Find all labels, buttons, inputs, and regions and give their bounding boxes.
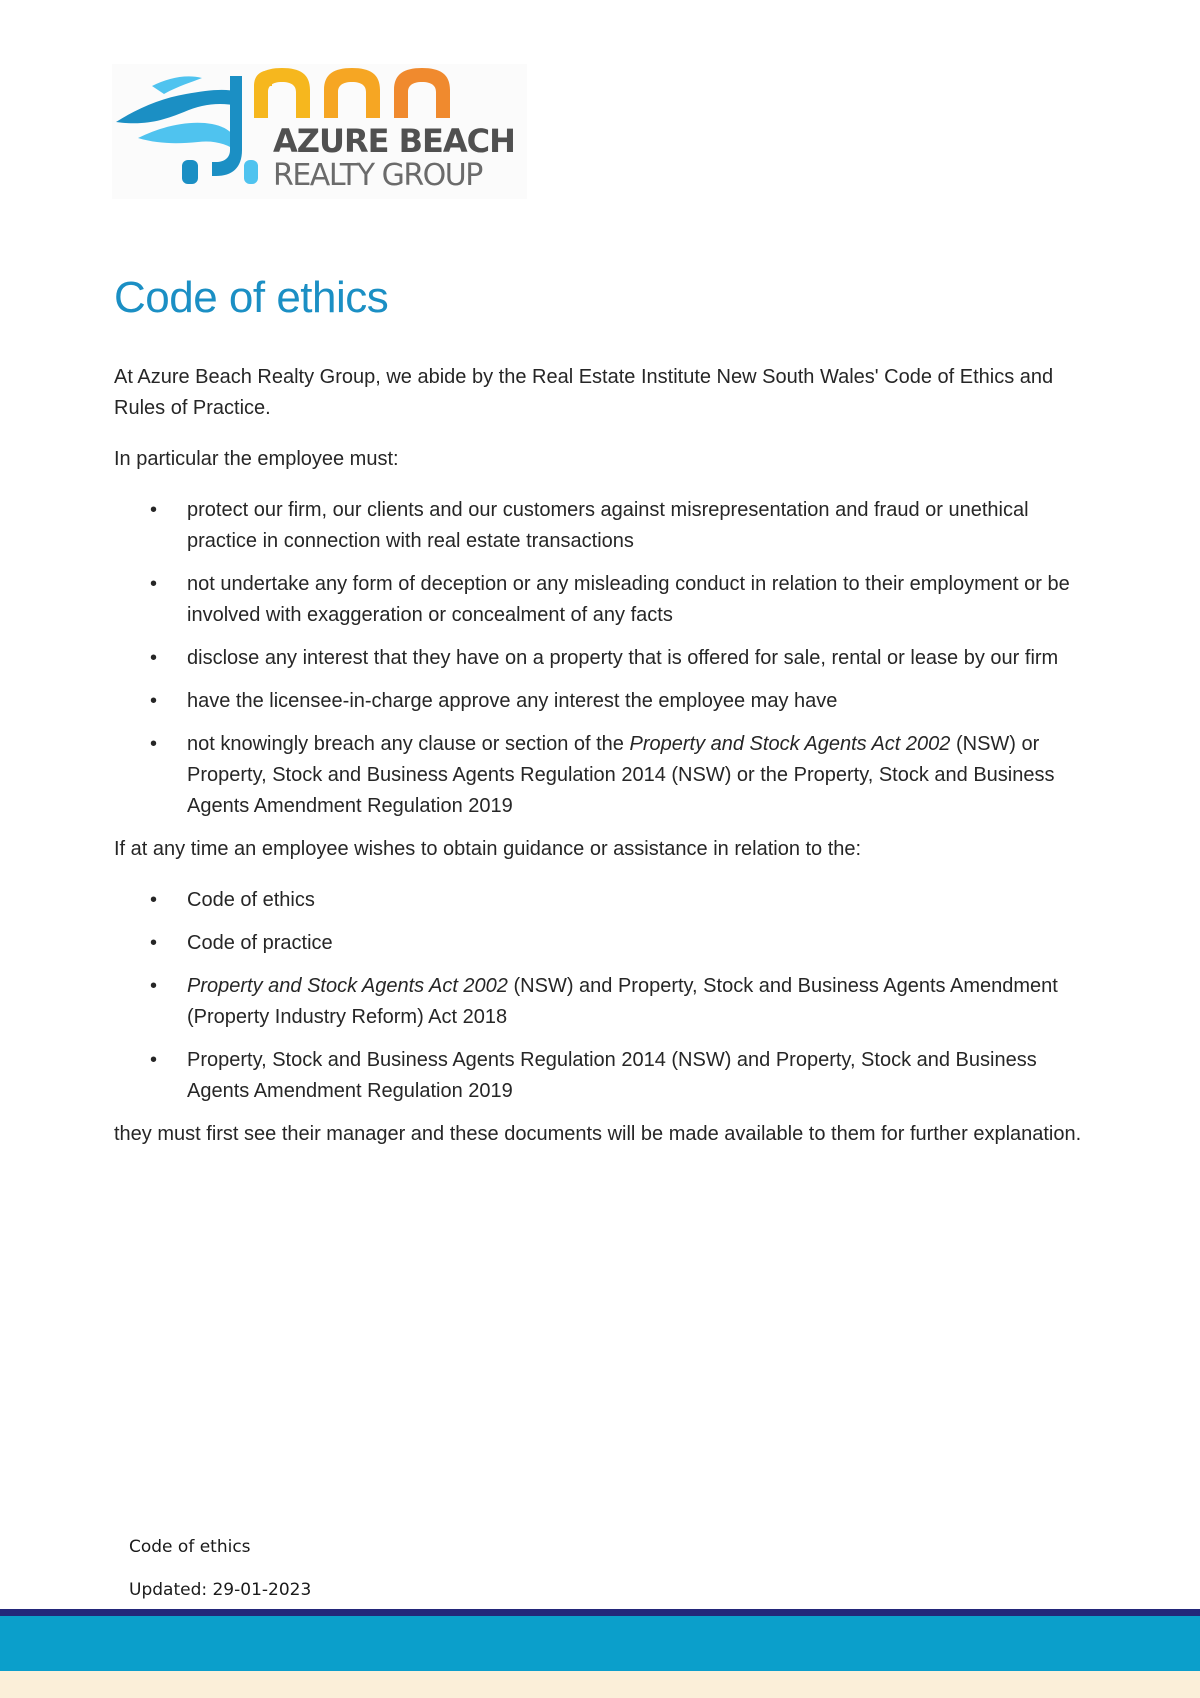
list-item: • disclose any interest that they have on a property that is offered for sale, rental or lease by our firm <box>114 643 1094 674</box>
list-item: • not knowingly breach any clause or section of the Property and Stock Agents Act 2002 (NSW) or Property, Stock and Business Agents Regulation 2014 (NSW) or the Property, Stock and Business Agents Amendment Regulation 2019 <box>114 729 1094 822</box>
list-item: • Code of practice <box>114 928 1094 959</box>
bullet-icon: • <box>150 573 158 595</box>
document-title: Code of ethics <box>114 273 389 322</box>
guidance-lead: If at any time an employee wishes to obtain guidance or assistance in relation to the: <box>114 838 862 860</box>
guidance-list <box>114 885 1094 1107</box>
document-body <box>114 362 1094 1170</box>
logo-wordmark-line2: REALTY GROUP <box>273 158 482 193</box>
closing-paragraph: they must first see their manager and these documents will be made available to them for further explanation. <box>114 1123 1082 1145</box>
list-item: • Property, Stock and Business Agents Regulation 2014 (NSW) and Property, Stock and Business Agents Amendment Regulation 2019 <box>114 1045 1094 1107</box>
footer-document-name: Code of ethics <box>129 1537 251 1557</box>
list-item: • Property and Stock Agents Act 2002 (NSW) and Property, Stock and Business Agents Amendment (Property Industry Reform) Act 2018 <box>114 971 1094 1033</box>
footer-band-sand <box>0 1671 1200 1698</box>
bullet-icon: • <box>150 499 158 521</box>
bullet-icon: • <box>150 889 158 911</box>
act-title: Property and Stock Agents Act 2002 <box>187 975 508 997</box>
list-item: • not undertake any form of deception or any misleading conduct in relation to their employment or be involved with exaggeration or concealment of any facts <box>114 569 1094 631</box>
list-item: • Code of ethics <box>114 885 1094 916</box>
bullet-icon: • <box>150 647 158 669</box>
company-logo <box>112 64 527 199</box>
logo-wordmark-line1: AZURE BEACH <box>273 122 515 160</box>
list-item: • have the licensee-in-charge approve any interest the employee may have <box>114 686 1094 717</box>
bullet-icon: • <box>150 932 158 954</box>
bullet-icon: • <box>150 975 158 997</box>
intro-paragraph: At Azure Beach Realty Group, we abide by the Real Estate Institute New South Wales' Code of Ethics and Rules of Practice. <box>114 366 1054 419</box>
obligations-list <box>114 495 1094 822</box>
bullet-icon: • <box>150 733 158 755</box>
bullet-icon: • <box>150 690 158 712</box>
obligations-lead: In particular the employee must: <box>114 448 399 470</box>
footer-updated-date: Updated: 29-01-2023 <box>129 1580 312 1600</box>
wave-arches-logo-icon <box>112 64 272 199</box>
footer-band-navy <box>0 1609 1200 1616</box>
footer-band-blue <box>0 1616 1200 1671</box>
bullet-icon: • <box>150 1049 158 1071</box>
arches-icon <box>252 64 482 124</box>
list-item: • protect our firm, our clients and our customers against misrepresentation and fraud or unethical practice in connection with real estate transactions <box>114 495 1094 557</box>
act-title: Property and Stock Agents Act 2002 <box>629 733 951 755</box>
